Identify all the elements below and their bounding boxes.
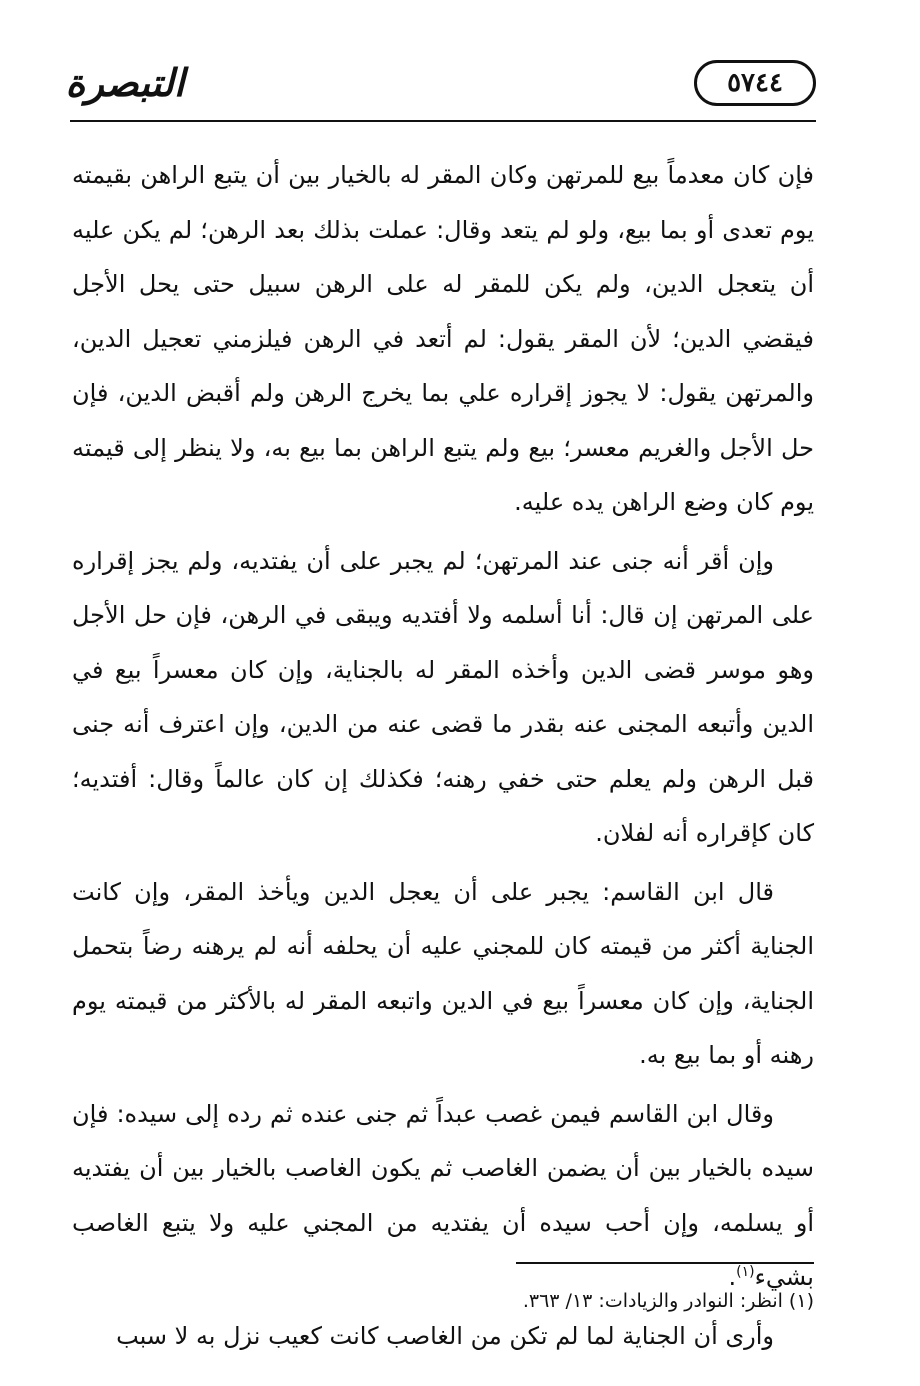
footnote-reference[interactable]: (١) bbox=[736, 1264, 755, 1280]
paragraph-4-tail: . bbox=[728, 1263, 737, 1291]
paragraph-1: فإن كان معدماً بيع للمرتهن وكان المقر له بالخيار بين أن يتبع الراهن بقيمته يوم تعدى أو بما بيع، ولو لم يتعد وقال: عملت بذلك بعد الرهن؛ لم يكن عليه أن يتعجل الدين، ولم يكن للمقر له على الرهن سبيل حتى يحل الأجل فيقضي الدين؛ لأن المقر يقول: لم أتعد في الرهن فيلزمني تعجيل الدين، والمرتهن يقول: لا يجوز إقراره علي بما يخرج الرهن ولم أقبض الدين، فإن حل الأجل والغريم معسر؛ بيع ولم يتبع الراهن بما بيع به، ولا ينظر إلى قيمته يوم كان وضع الراهن يده عليه. bbox=[72, 161, 814, 516]
page-header bbox=[65, 52, 816, 120]
paragraph-3: قال ابن القاسم: يجبر على أن يعجل الدين ويأخذ المقر، وإن كانت الجناية أكثر من قيمته كان للمجني عليه أن يحلفه أنه لم يرهنه رضاً بتحمل الجناية، وإن كان معسراً بيع في الدين واتبعه المقر له بالأكثر من قيمته يوم رهنه أو بما بيع به. bbox=[72, 877, 814, 1069]
paragraph-4-text: وقال ابن القاسم فيمن غصب عبداً ثم جنى عنده ثم رده إلى سيده: فإن سيده بالخيار بين أن يضمن الغاصب ثم يكون الغاصب بالخيار بين أن يفتديه أو يسلمه، وإن أحب سيده أن يفتديه من المجني عليه ولا يتبع الغاصب بشيء bbox=[72, 1099, 814, 1291]
paragraph-4 bbox=[72, 1087, 814, 1305]
body-text bbox=[72, 148, 814, 1367]
paragraph-2: وإن أقر أنه جنى عند المرتهن؛ لم يجبر على أن يفتديه، ولم يجز إقراره على المرتهن إن قال: أنا أسلمه ولا أفتديه ويبقى في الرهن، فإن حل الأجل وهو موسر قضى الدين وأخذه المقر له بالجناية، وإن كان معسراً بيع في الدين وأتبعه المجنى عنه بقدر ما قضى عنه من الدين، وإن اعترف أنه جنى قبل الرهن ولم يعلم حتى خفي رهنه؛ فكذلك إن كان عالماً وقال: أفتديه؛ كان كإقراره أنه لفلان. bbox=[72, 546, 814, 847]
page-number: ٥٧٤٤ bbox=[694, 60, 816, 106]
paragraph-5: وأرى أن الجناية لما لم تكن من الغاصب كانت كعيب نزل به لا سبب bbox=[116, 1321, 774, 1350]
running-title: التبصرة bbox=[65, 59, 185, 105]
footnotes bbox=[72, 1284, 814, 1318]
footnote-1: (١) انظر: النوادر والزيادات: ١٣/ ٣٦٣. bbox=[522, 1290, 814, 1312]
header-divider bbox=[70, 120, 816, 122]
footnote-divider bbox=[516, 1262, 814, 1264]
